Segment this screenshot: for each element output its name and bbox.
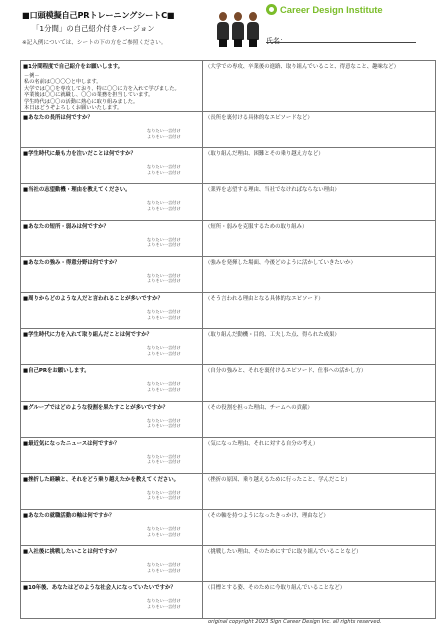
question-row [20, 582, 436, 618]
rating-stamp: なりたい一言付け よりそい一言付け [147, 598, 181, 610]
question-row [20, 329, 436, 365]
rating-stamp: なりたい一言付け よりそい一言付け [147, 381, 181, 392]
question-text: ■入社後に挑戦したいことは何ですか？ [23, 549, 120, 556]
answer-cell[interactable] [20, 582, 203, 618]
notes-cell[interactable] [203, 510, 436, 546]
answer-cell[interactable] [20, 221, 203, 257]
notes-cell[interactable] [203, 582, 436, 618]
company-logo [266, 4, 383, 15]
answer-cell[interactable] [20, 293, 203, 329]
hint-text: （強みを発揮した場面、今後どのように活かしていきたいか） [205, 259, 356, 266]
notes-cell[interactable] [203, 221, 436, 257]
hint-text: （その役割を担った理由、チームへの貢献） [205, 404, 313, 411]
logo-text: Career Design Institute [280, 4, 383, 15]
question-row [20, 365, 436, 401]
answer-cell[interactable] [20, 184, 203, 220]
notes-cell[interactable] [203, 402, 436, 438]
question-text: ■あなたの長所は何ですか？ [23, 115, 93, 121]
hint-text: （挑戦したい理由、そのためにすでに取り組んでいることなど） [205, 549, 362, 556]
sheet-instruction: ※記入例については、シートの下の方をご参照ください。 [22, 40, 167, 46]
question-row [20, 112, 436, 148]
question-row [20, 184, 436, 220]
intro-notes-cell[interactable] [203, 60, 436, 112]
intro-question: ■1分間程度で自己紹介をお願いします。 [23, 64, 124, 70]
rating-stamp: なりたい一言付け よりそい一言付け [147, 345, 181, 356]
question-text: ■挫折した経験と、それをどう乗り越えたかを教えてください。 [23, 476, 180, 483]
question-table [20, 60, 436, 619]
rating-stamp: なりたい一言付け よりそい一言付け [147, 562, 181, 573]
rating-stamp: なりたい一言付け よりそい一言付け [147, 453, 181, 465]
hint-text: （挫折の原因、乗り越えるために行ったこと、学んだこと） [205, 476, 351, 483]
hint-text: （そう言われる理由となる具体的なエピソード） [205, 295, 324, 302]
hint-text: （取り組んだ理由、困難とその乗り越え方など） [205, 151, 324, 158]
sheet-title: ■口頭模擬自己PRトレーニングシートC■ [22, 10, 175, 20]
answer-cell[interactable] [20, 257, 203, 293]
name-field[interactable] [266, 42, 416, 43]
people-illustration [216, 10, 260, 48]
question-row [20, 402, 436, 438]
question-text: ■グループではどのような役割を果たすことが多いですか？ [23, 404, 168, 411]
question-row [20, 510, 436, 546]
question-row [20, 438, 436, 474]
hint-text: （目標とする姿、そのために今取り組んでいることなど） [205, 585, 346, 592]
question-text: ■学生時代に力を入れて取り組んだことは何ですか？ [23, 332, 153, 339]
notes-cell[interactable] [203, 184, 436, 220]
rating-stamp: なりたい一言付け よりそい一言付け [147, 308, 181, 320]
rating-stamp: なりたい一言付け よりそい一言付け [147, 526, 181, 537]
name-label: 氏名： [266, 37, 287, 45]
answer-cell[interactable] [20, 402, 203, 438]
intro-answer-cell[interactable] [20, 60, 203, 112]
notes-cell[interactable] [203, 148, 436, 184]
question-row [20, 293, 436, 329]
rating-stamp: なりたい一言付け よりそい一言付け [147, 200, 181, 211]
hint-text: （その軸を持つようになったきっかけ、理由など） [205, 513, 329, 520]
copyright-text: original copyright 2023 Sign Career Design Inc. all rights reserved. [208, 619, 382, 625]
rating-stamp: なりたい一言付け よりそい一言付け [147, 417, 181, 429]
answer-cell[interactable] [20, 546, 203, 582]
rating-stamp: なりたい一言付け よりそい一言付け [147, 489, 181, 501]
question-row [20, 546, 436, 582]
answer-cell[interactable] [20, 112, 203, 148]
question-text: ■学生時代に最も力を注いだことは何ですか？ [23, 151, 136, 158]
rating-stamp: なりたい一言付け よりそい一言付け [147, 128, 181, 139]
hint-text: （取り組んだ動機・目的、工夫した点、得られた成果） [205, 332, 340, 339]
sheet-header [20, 8, 436, 60]
question-text: ■あなたの強み・得意分野は何ですか？ [23, 259, 120, 266]
logo-icon [266, 4, 277, 15]
question-text: ■あなたの就職活動の軸は何ですか？ [23, 513, 115, 520]
hint-text: （気になった理由、それに対する自分の考え） [205, 440, 319, 447]
hint-text: （業界を志望する理由、当社でなければならない理由） [205, 187, 340, 194]
answer-cell[interactable] [20, 148, 203, 184]
sheet-subtitle: 「1分間」の自己紹介付きバージョン [32, 24, 155, 33]
notes-cell[interactable] [203, 438, 436, 474]
answer-cell[interactable] [20, 365, 203, 401]
question-text: ■10年後、あなたはどのような社会人になっていたいですか？ [23, 585, 176, 592]
question-text: ■周りからどのような人だと言われることが多いですか？ [23, 295, 163, 302]
question-text: ■当社の志望動機・理由を教えてください。 [23, 187, 131, 194]
question-row [20, 257, 436, 293]
hint-text: （長所を裏付ける具体的なエピソードなど） [205, 115, 313, 121]
notes-cell[interactable] [203, 112, 436, 148]
rating-stamp: なりたい一言付け よりそい一言付け [147, 236, 181, 248]
person-figure [246, 10, 260, 48]
question-row [20, 474, 436, 510]
rating-stamp: なりたい一言付け よりそい一言付け [147, 164, 181, 175]
question-row [20, 148, 436, 184]
notes-cell[interactable] [203, 546, 436, 582]
answer-cell[interactable] [20, 438, 203, 474]
answer-cell[interactable] [20, 329, 203, 365]
person-figure [231, 10, 245, 48]
question-text: ■自己PRをお願いします。 [23, 368, 90, 375]
question-row [20, 221, 436, 257]
notes-cell[interactable] [203, 474, 436, 510]
intro-hint: （大学での専攻、卒業後の進路、取り組んでいること、得意なこと、趣味など） [205, 64, 400, 70]
hint-text: （短所・弱みを克服するための取り組み） [205, 223, 308, 230]
hint-text: （自分の強みと、それを裏付けるエピソード、仕事への活かし方） [205, 368, 367, 375]
intro-row [20, 60, 436, 112]
notes-cell[interactable] [203, 257, 436, 293]
answer-cell[interactable] [20, 474, 203, 510]
person-figure [216, 10, 230, 48]
question-text: ■あなたの短所・弱みは何ですか？ [23, 223, 109, 230]
notes-cell[interactable] [203, 329, 436, 365]
notes-cell[interactable] [203, 365, 436, 401]
notes-cell[interactable] [203, 293, 436, 329]
intro-example: －例－ 私の名前は〇〇〇〇と申します。 大学では〇〇を専攻しており、特に〇〇に力を入れて学びました。 卒業後は〇〇に就職し、〇〇の業務を担当しています。 学生時代は〇〇の活動に熱心に取り組みました。 本日はどうぞよろしくお願いいたします。 [24, 73, 180, 112]
rating-stamp: なりたい一言付け よりそい一言付け [147, 272, 181, 284]
answer-cell[interactable] [20, 510, 203, 546]
question-text: ■最近気になったニュースは何ですか？ [23, 440, 120, 447]
